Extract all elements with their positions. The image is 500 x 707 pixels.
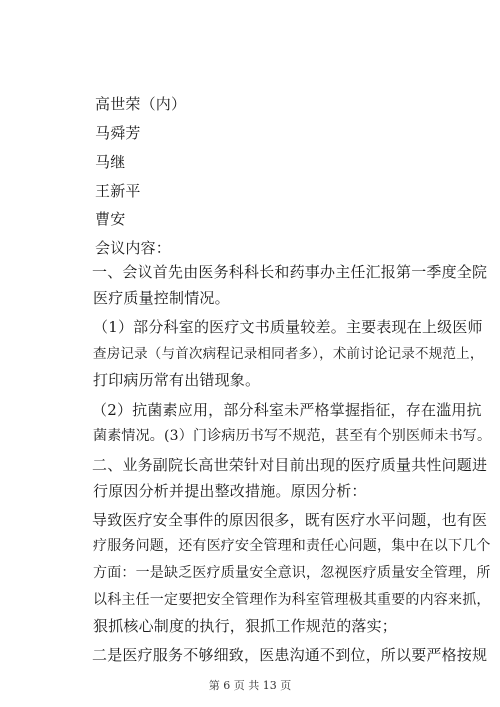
attendee-name: 马舜芳 xyxy=(95,124,141,142)
paragraph-line: 疗服务问题，还有医疗安全管理和责任心问题，集中在以下几个 xyxy=(93,538,491,554)
paragraph-line: 方面：一是缺乏医疗质量安全意识，忽视医疗质量安全管理，所 xyxy=(93,565,491,581)
paragraph-line: 菌素情况。(3）门诊病历书写不规范，甚至有个别医师未书写。 xyxy=(93,428,492,444)
attendee-name: 高世荣（内） xyxy=(95,95,187,113)
content-heading: 会议内容： xyxy=(95,239,172,257)
paragraph-line: 查房记录（与首次病程记录相同者多），术前讨论记录不规范上， xyxy=(93,346,484,362)
paragraph-line: （1）部分科室的医疗文书质量较差。主要表现在上级医师 xyxy=(93,318,483,336)
paragraph-line: 狠抓核心制度的执行，狠抓工作规范的落实； xyxy=(93,617,398,635)
paragraph-line: 一、会议首先由医务科科长和药事办主任汇报第一季度全院 xyxy=(92,263,488,281)
paragraph-line: 行原因分析并提出整改措施。原因分析： xyxy=(93,482,367,500)
attendee-name: 马继 xyxy=(95,153,126,171)
page-footer: 第 6 页 共 13 页 xyxy=(208,679,292,692)
attendee-name: 曹安 xyxy=(95,210,126,228)
paragraph-line: 二、业务副院长高世荣针对目前出现的医疗质量共性问题进 xyxy=(92,456,488,474)
paragraph-line: 医疗质量控制情况。 xyxy=(93,289,230,307)
paragraph-line: 打印病历常有出错现象。 xyxy=(93,371,261,389)
attendee-name: 王新平 xyxy=(95,182,141,200)
paragraph-line: 导致医疗安全事件的原因很多，既有医疗水平问题，也有医 xyxy=(92,511,488,529)
paragraph-line: 以科主任一定要把安全管理作为科室管理极其重要的内容来抓， xyxy=(93,592,491,608)
paragraph-line: 二是医疗服务不够细致，医患沟通不到位，所以要严格按规 xyxy=(92,646,488,664)
paragraph-line: （2）抗菌素应用，部分科室未严格掌握指征，存在滥用抗 xyxy=(92,401,482,419)
